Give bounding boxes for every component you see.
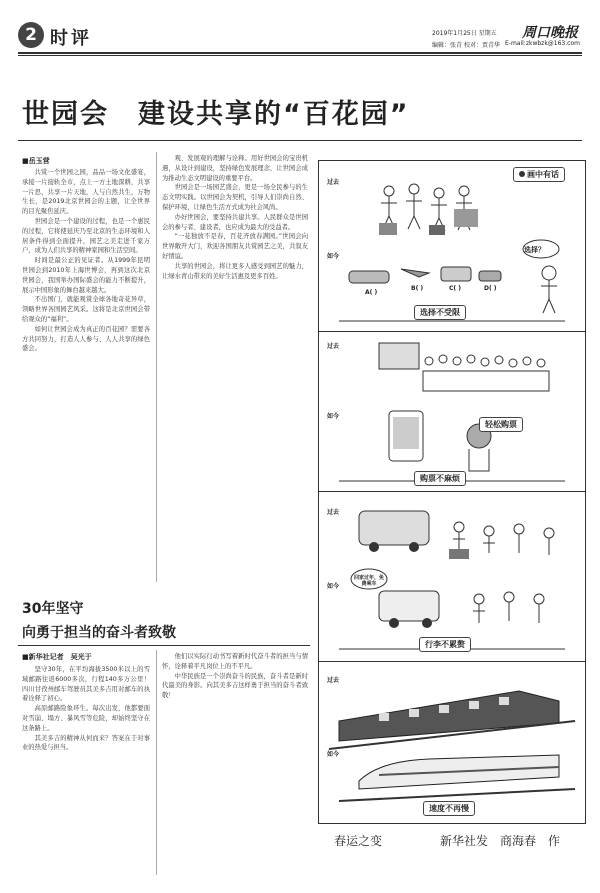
article-headline: 世园会 建设共享的“百花园” — [22, 99, 410, 130]
option-a: A( ) — [365, 289, 378, 296]
newspaper-logo: 周口晚报 — [522, 25, 578, 41]
cartoon-frame — [318, 160, 586, 824]
speech-bubble: 回家过年，免费乘车 — [353, 575, 384, 587]
paragraph: 高原邮路险象环生。每次出发，他都要面对雪崩、塌方、暴风雪等危险，却始终坚守在这条路上。 — [22, 705, 150, 732]
option-c: C( ) — [449, 285, 461, 292]
editor-line — [432, 40, 500, 49]
paragraph: 共享的世园会，将让更多人感受到园艺的魅力，让绿水青山带来的美好生活惠及更多百姓。 — [162, 262, 308, 280]
paragraph: 如何让世园会成为真正的百花园？需要各方共同努力，打造人人参与、人人共享的绿色盛会。 — [22, 325, 150, 353]
paragraph: 他们以实际行动书写着新时代奋斗者的担当与情怀，诠释着平凡岗位上的不平凡。 — [162, 653, 308, 670]
email: E-mail:zkwbzk@163.com — [505, 40, 580, 47]
article2-byline: ■新华社记者 吴光于 — [22, 653, 92, 661]
header-rule-thin — [18, 55, 582, 56]
column-divider — [156, 650, 157, 875]
paragraph: 共赏一个世园之园，品品一场文化盛宴，承接一片接轨全市，点上一方土地深耕，共享一片思，共享一片天地，人与自然共生，万物生长，是2019北京世园会的主题，让全世界的目光聚焦延庆。 — [22, 169, 150, 216]
panel-caption: 速度不再慢 — [423, 801, 475, 816]
choice-bubble: 选择？ — [524, 246, 545, 254]
headline-rule — [18, 140, 582, 141]
article-column-2 — [162, 154, 308, 588]
cartoon-tag-label: 画中有话 — [527, 170, 559, 179]
paragraph: 其美多吉的精神从何而来？答案在于对事业的热爱与担当。 — [22, 734, 150, 752]
header-rule — [18, 52, 582, 54]
paragraph: 办好世园会，要坚持共建共享。人民群众是世园会的参与者、建设者，也应成为最大的受益者。 — [162, 213, 308, 231]
article2-column-2 — [162, 652, 308, 875]
date: 2019年1月25日 — [432, 30, 477, 37]
paragraph: “一花独放不是春，百花齐放春满园。”世园会向世界敞开大门，欢迎各国朋友共赏园艺之美，共叙友好情谊。 — [162, 233, 308, 260]
panel-caption: 选择不受限 — [414, 305, 466, 320]
option-d: D( ) — [484, 285, 497, 292]
option-b: B( ) — [411, 285, 424, 292]
paragraph: 中华民族是一个崇尚奋斗的民族，奋斗者是新时代最美的身影。向其美多吉这样勇于担当的奋斗者致敬！ — [162, 672, 308, 700]
panel-before-label: 过去 — [327, 179, 340, 186]
editor: 编辑：张青 — [432, 42, 463, 49]
proofreader: 校对：贾青华 — [463, 42, 500, 49]
cartoon-title: 春运之变 — [334, 834, 383, 848]
cartoon-panel-2 — [319, 331, 585, 492]
weekday: 星期五 — [478, 30, 497, 37]
article-byline: ■岳玉营 — [22, 157, 50, 165]
cartoon-credit: 新华社发 商海春 作 — [440, 834, 561, 848]
panel-now-label: 如今 — [327, 253, 340, 260]
paragraph: 世园会是一场园艺盛会，更是一场全民参与的生态文明实践。以世园会为契机，引导人们崇尚自然、保护环境，让绿色生活方式成为社会风尚。 — [162, 184, 308, 211]
article2-column-1 — [22, 665, 150, 875]
cartoon-panel-1 — [319, 161, 585, 332]
date-line — [432, 28, 497, 37]
cartoon-panel-3 — [319, 491, 585, 662]
article2-rule — [18, 645, 310, 646]
panel-2-illustration — [319, 331, 585, 491]
panel-now-label: 如今 — [327, 413, 340, 420]
paragraph: 时间是最公正的见证者。从1999年昆明世园会到2010年上海世博会，再到这次北京世园会，我国举办国际盛会的能力不断提升，展示中国形象的舞台越来越大。 — [22, 257, 150, 294]
speech-bubble: 轻松购票 — [479, 417, 523, 432]
article-column-1 — [22, 168, 150, 588]
section-title: 时评 — [50, 28, 92, 49]
paragraph: 观、发展观的理解与诠释。用好世园会的宝贵机遇，从设计到建设，坚持绿色发展理念，让世园会成为推动生态文明建设的重要平台。 — [162, 155, 308, 182]
panel-caption: 购票不麻烦 — [414, 471, 466, 486]
paragraph: 世园会是一个建设的过程，也是一个惠民的过程，它将使延庆乃至北京的生态环境和人居条件得到全面提升，园艺之美走进千家万户，成为人们共享的精神家园和生活空间。 — [22, 217, 150, 255]
panel-now-label: 如今 — [327, 583, 340, 590]
column-divider — [156, 152, 157, 582]
page-number-badge: 2 — [18, 22, 44, 48]
paragraph: 坚守30年，在平均海拔3500米以上的雪域邮路往返6000多次，行程140多万公里！四川甘孜州邮车驾驶员其美多吉用对邮车的执着诠释了初心。 — [22, 666, 150, 703]
panel-now-label: 如今 — [327, 751, 340, 758]
panel-caption: 行李不累赘 — [419, 637, 471, 652]
panel-before-label: 过去 — [327, 677, 340, 684]
cartoon-panel-4 — [319, 661, 585, 823]
paragraph: 不出国门，就能观赏全球各地奇花异草，领略世界各国园艺风采。这将是北京世园会带给观众的“福利”。 — [22, 296, 150, 323]
article2-headline-2: 向勇于担当的奋斗者致敬 — [22, 625, 176, 641]
article2-headline-1: 30年坚守 — [22, 601, 84, 617]
panel-before-label: 过去 — [327, 509, 340, 516]
panel-before-label: 过去 — [327, 343, 340, 350]
panel-4-illustration — [319, 661, 585, 823]
